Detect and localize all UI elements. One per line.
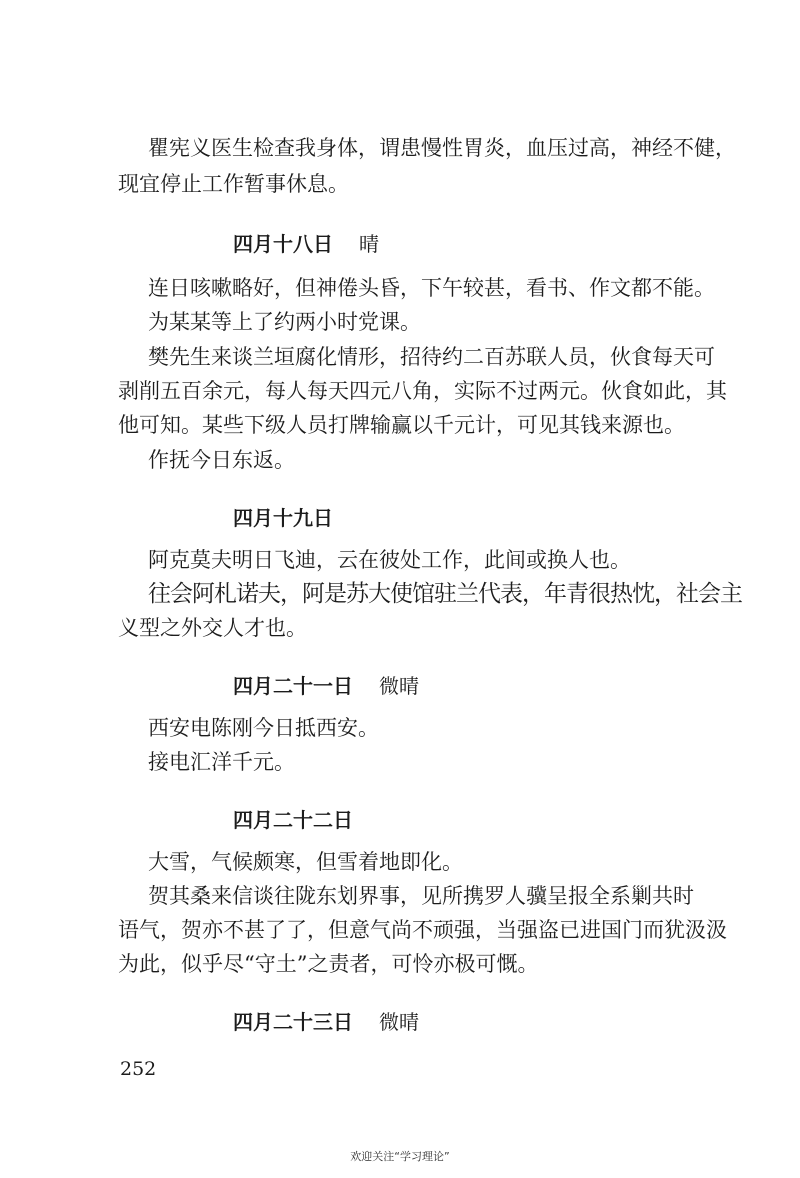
entry-date: 四月十九日 — [233, 506, 333, 530]
entry-date: 四月二十一日 — [233, 674, 353, 698]
entry-date: 四月二十三日 — [233, 1010, 353, 1034]
entry-weather: 晴 — [359, 232, 379, 256]
paragraph-line: 贺其桑来信谈往陇东划界事，见所携罗人骥呈报全系剿共时 — [148, 884, 694, 908]
entry-date-heading — [233, 1006, 419, 1035]
paragraph-line: 为此，似乎尽“守土”之责者，可怜亦极可慨。 — [118, 952, 539, 976]
paragraph-line: 瞿宪义医生检查我身体，谓患慢性胃炎，血压过高，神经不健， — [148, 136, 736, 160]
paragraph-line: 连日咳嗽略好，但神倦头昏，下午较甚，看书、作文都不能。 — [148, 276, 715, 300]
paragraph-line: 大雪，气候颇寒，但雪着地即化。 — [148, 850, 463, 874]
entry-weather: 微晴 — [379, 674, 419, 698]
paragraph-line: 往会阿札诺夫，阿是苏大使馆驻兰代表，年青很热忱，社会主 — [148, 581, 742, 607]
entry-weather: 微晴 — [379, 1010, 419, 1034]
entry-date-heading — [233, 502, 333, 531]
entry-date: 四月十八日 — [233, 232, 333, 256]
paragraph-line: 义型之外交人才也。 — [118, 616, 307, 640]
paragraph-line: 阿克莫夫明日飞迪，云在彼处工作，此间或换人也。 — [148, 548, 631, 572]
paragraph-line: 语气，贺亦不甚了了，但意气尚不顽强，当强盗已进国门而犹汲汲 — [118, 918, 727, 942]
entry-date-heading — [233, 804, 353, 833]
page-number: 252 — [120, 1058, 157, 1080]
entry-date: 四月二十二日 — [233, 808, 353, 832]
paragraph-line: 现宜停止工作暂事休息。 — [118, 172, 349, 196]
paragraph-line: 他可知。某些下级人员打牌输赢以千元计，可见其钱来源也。 — [118, 413, 685, 437]
entry-date-heading — [233, 228, 379, 257]
entry-date-heading — [233, 670, 419, 699]
paragraph-line: 作抚今日东返。 — [148, 448, 295, 472]
paragraph-line: 接电汇洋千元。 — [148, 750, 295, 774]
paragraph-line: 西安电陈刚今日抵西安。 — [148, 716, 379, 740]
paragraph-line: 剥削五百余元，每人每天四元八角，实际不过两元。伙食如此，其 — [118, 379, 727, 403]
paragraph-line: 为某某等上了约两小时党课。 — [148, 310, 421, 334]
footer-watermark-text: 欢迎关注“学习理论” — [350, 1150, 450, 1163]
paragraph-line: 樊先生来谈兰垣腐化情形，招待约二百苏联人员，伙食每天可 — [148, 345, 715, 369]
